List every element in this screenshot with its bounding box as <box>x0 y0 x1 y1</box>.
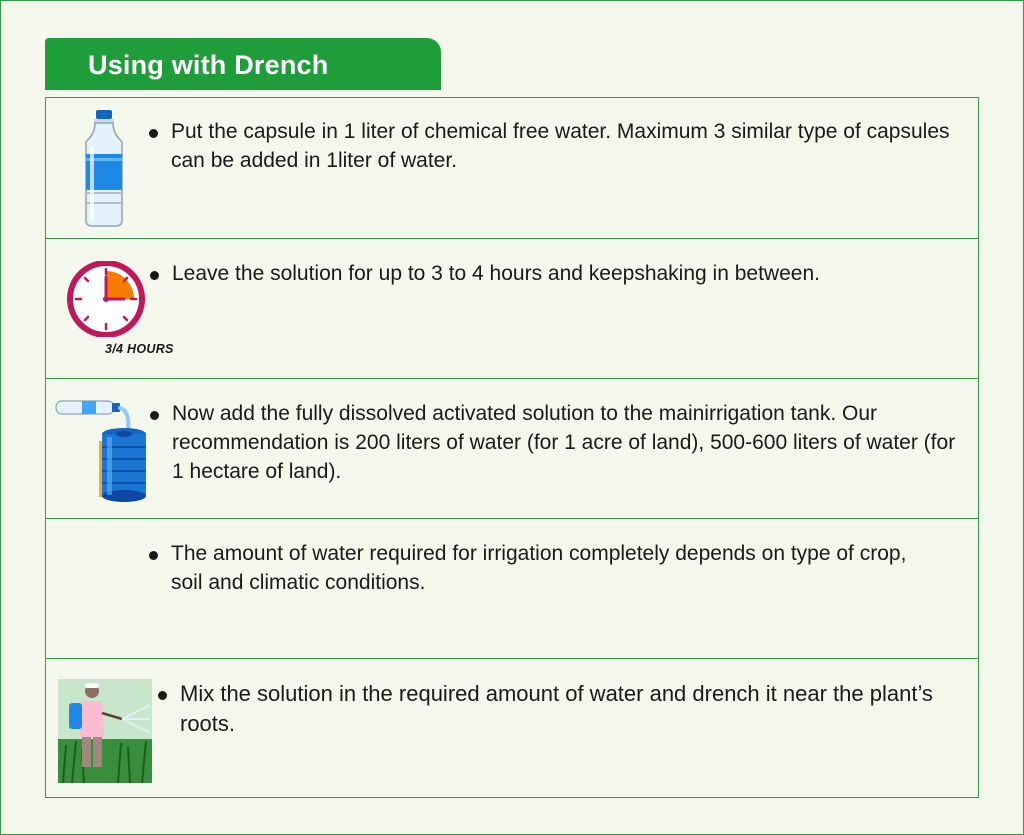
step-text: Put the capsule in 1 liter of chemical free water. Maximum 3 similar type of capsules can be added in 1liter of water. <box>149 117 959 175</box>
bullet-icon <box>149 129 158 138</box>
step-row-5 <box>46 658 978 798</box>
farmer-spraying-icon <box>58 679 152 783</box>
bullet-icon <box>149 551 158 560</box>
step-row-1 <box>46 98 978 238</box>
bullet-icon <box>150 271 159 280</box>
water-bottle-icon <box>82 108 126 228</box>
step-row-2 <box>46 238 978 378</box>
step-text: Now add the fully dissolved activated solution to the mainirrigation tank. Our recommendation is 200 liters of water (for 1 acre of land), 500-600 liters of water (for 1 hectare of land). <box>150 399 970 486</box>
step-row-3 <box>46 378 978 518</box>
steps-table <box>45 97 979 798</box>
bullet-icon <box>150 411 159 420</box>
step-text: Mix the solution in the required amount of water and drench it near the plant’s roots. <box>158 679 958 739</box>
bullet-icon <box>158 691 167 700</box>
step-row-4 <box>46 518 978 658</box>
timer-label: 3/4 HOURS <box>105 342 174 356</box>
step-text: Leave the solution for up to 3 to 4 hours and keepshaking in between. <box>150 259 960 288</box>
timer-icon <box>66 261 146 337</box>
section-title: Using with Drench <box>45 38 441 90</box>
step-text: The amount of water required for irrigation completely depends on type of crop, soil and climatic conditions. <box>149 539 929 597</box>
irrigation-tank-icon <box>52 397 154 505</box>
